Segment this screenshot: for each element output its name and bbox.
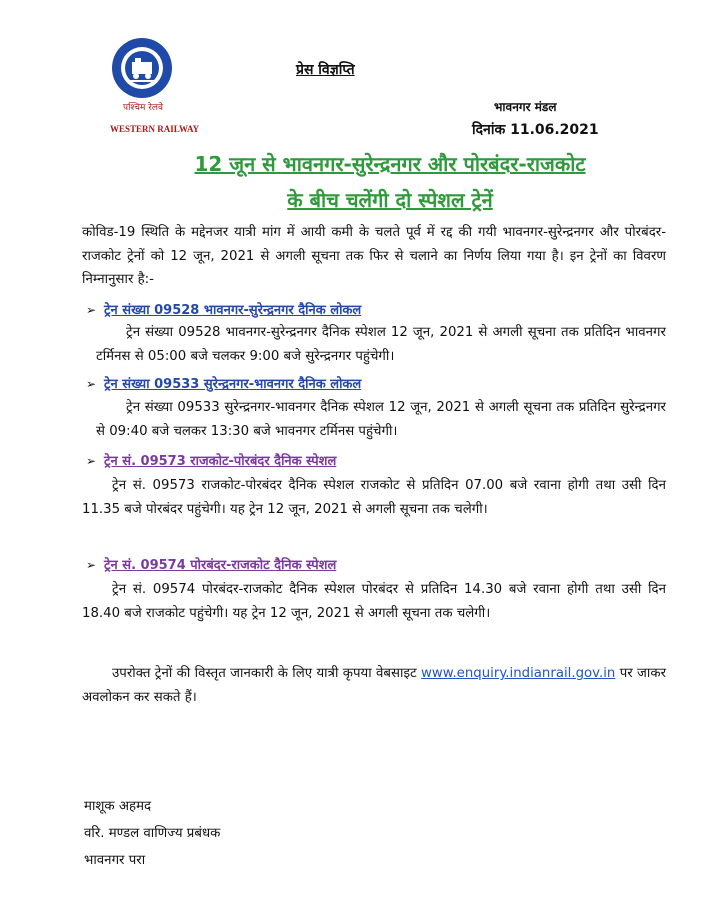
arrow-bullet-icon: ➢ [86,377,97,391]
train-3-details: ट्रेन सं. 09573 राजकोट-पोरबंदर दैनिक स्पेशल राजकोट से प्रतिदिन 07.00 बजे रवाना होगी तथा उसी दिन 11.35 बजे पोरबंदर पहुंचेगी। यह ट्रेन 12 जून, 2021 से अगली सूचना तक चलेगी। [82,478,666,517]
signatory-place: भावनगर परा [84,853,146,868]
arrow-bullet-icon: ➢ [86,558,97,572]
press-release-title: प्रेस विज्ञप्ति [296,62,355,78]
train-2-heading-text: ट्रेन संख्या 09533 सुरेन्द्रनगर-भावनगर दैनिक लोकल [104,377,362,392]
train-4-heading-text: ट्रेन सं. 09574 पोरबंदर-राजकोट दैनिक स्पेशल [104,558,337,573]
headline-line-2: के बीच चलेंगी दो स्पेशल ट्रेनें [287,188,493,212]
train-4-details: ट्रेन सं. 09574 पोरबंदर-राजकोट दैनिक स्पेशल पोरबंदर से प्रतिदिन 14.30 बजे रवाना होगी तथा उसी दिन 18.40 बजे राजकोट पहुंचेगी। यह ट्रेन 12 जून, 2021 से अगली सूचना तक चलेगी। [82,582,666,621]
train-2-heading [86,374,361,392]
arrow-bullet-icon: ➢ [86,303,97,317]
train-2-details: ट्रेन संख्या 09533 सुरेन्द्रनगर-भावनगर दैनिक स्पेशल 12 जून, 2021 से अगली सूचना तक प्रतिदिन सुरेन्द्रनगर से 09:40 बजे चलकर 13:30 बजे भावनगर टर्मिनस पहुंचेगी। [96,400,666,439]
signatory-designation: वरि. मण्डल वाणिज्य प्रबंधक [84,826,221,841]
train-3-heading-text: ट्रेन सं. 09573 राजकोट-पोरबंदर दैनिक स्पेशल [104,454,337,469]
arrow-bullet-icon: ➢ [86,454,97,468]
train-1-heading-text: ट्रेन संख्या 09528 भावनगर-सुरेन्द्रनगर दैनिक लोकल [104,303,362,318]
train-4-heading [86,555,336,573]
logo-english-label: WESTERN RAILWAY [110,124,200,134]
closing-text-after: पर जाकर अवलोकन कर सकते हैं। [82,666,667,705]
closing-paragraph [82,662,666,709]
headline-line-1: 12 जून से भावनगर-सुरेन्द्रनगर और पोरबंदर-राजकोट [194,152,586,176]
railway-logo [110,36,174,100]
enquiry-website-link[interactable]: www.enquiry.indianrail.gov.in [421,666,616,681]
train-3-heading [86,451,336,469]
train-1-heading [86,300,361,318]
closing-text-before: उपरोक्त ट्रेनों की विस्तृत जानकारी के लिए यात्री कृपया वेबसाइट [112,666,417,681]
intro-paragraph: कोविड-19 स्थिति के मद्देनजर यात्री मांग में आयी कमी के चलते पूर्व में रद्द की गयी भावनगर-सुरेन्द्रनगर और पोरबंदर-राजकोट ट्रेनों को 12 जून, 2021 से अगली सूचना तक फिर से चलाने का निर्णय लिया गया है। इन ट्रेनों का विवरण निम्नानुसार है:- [82,225,666,288]
signatory-name: माशूक अहमद [84,799,152,814]
release-date: दिनांक 11.06.2021 [472,122,599,138]
train-1-details: ट्रेन संख्या 09528 भावनगर-सुरेन्द्रनगर दैनिक स्पेशल 12 जून, 2021 से अगली सूचना तक प्रतिदिन भावनगर टर्मिनस से 05:00 बजे चलकर 9:00 बजे सुरेन्द्रनगर पहुंचेगी। [96,325,666,364]
division-name: भावनगर मंडल [494,100,557,114]
logo-hindi-label: पश्चिम रेलवे [122,103,163,113]
